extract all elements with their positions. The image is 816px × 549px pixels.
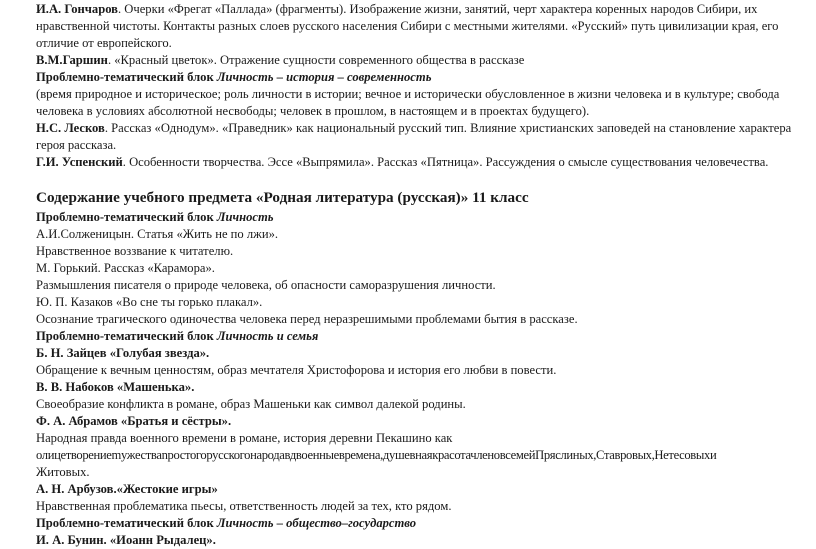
text-line: Размышления писателя о природе человека, об опасности саморазрушения личности.: [36, 278, 496, 292]
work-title: Б. Н. Зайцев «Голубая звезда».: [36, 346, 210, 360]
section-title: Содержание учебного предмета «Родная литература (русская)» 11 класс: [36, 189, 529, 206]
text-line: Нравственное воззвание к читателю.: [36, 244, 234, 258]
text-line: М. Горький. Рассказ «Карамора».: [36, 261, 215, 275]
block-label: Проблемно-тематический блок: [36, 329, 217, 343]
text-line: Житовых.: [36, 465, 90, 479]
text-line: Своеобразие конфликта в романе, образ Машеньки как символ далекой родины.: [36, 397, 466, 411]
text-line: [36, 154, 768, 171]
text-line: [36, 1, 757, 18]
work-title: И. А. Бунин. «Иоанн Рыдалец».: [36, 533, 216, 547]
line-text: . Рассказ «Однодум». «Праведник» как национальный русский тип. Влияние христианских заповедей на становление характера: [104, 121, 792, 135]
text-line: героя рассказа.: [36, 138, 117, 152]
text-line: Народная правда военного времени в романе, история деревни Пекашино как: [36, 431, 453, 445]
author-name: И.А. Гончаров: [36, 2, 118, 16]
author-name: Г.И. Успенский: [36, 155, 123, 169]
block-label: Проблемно-тематический блок: [36, 70, 217, 84]
line-text: . Особенности творчества. Эссе «Выпрямила». Рассказ «Пятница». Рассуждения о смысле существования человечества.: [122, 155, 769, 169]
work-title: Ф. А. Абрамов «Братья и сёстры».: [36, 414, 232, 428]
block-topic: Личность – история – современность: [216, 70, 432, 84]
text-line: [36, 120, 791, 137]
text-line: (время природное и историческое; роль личности в истории; вечное и исторически обусловленное в жизни человека и в культуре; свобода: [36, 87, 780, 101]
text-line: [36, 52, 524, 69]
work-title: В. В. Набоков «Машенька».: [36, 380, 195, 394]
block-heading: [36, 328, 318, 345]
work-title: А. Н. Арбузов.«Жестокие игры»: [36, 482, 218, 496]
text-line: Ю. П. Казаков «Во сне ты горько плакал».: [36, 295, 263, 309]
block-topic: Личность – общество–государство: [216, 516, 417, 530]
text-line: отличие от европейского.: [36, 36, 172, 50]
block-topic: Личность и семья: [216, 329, 319, 343]
text-line: Нравственная проблематика пьесы, ответственность людей за тех, кто рядом.: [36, 499, 452, 513]
line-text: . Очерки «Фрегат «Паллада» (фрагменты). Изображение жизни, занятий, черт характера коренных народов Сибири, их: [117, 2, 758, 16]
text-line: Обращение к вечным ценностям, образ мечтателя Христофорова и история его любви в повести.: [36, 363, 557, 377]
text-line: А.И.Солженицын. Статья «Жить не по лжи».: [36, 227, 279, 241]
block-heading: [36, 515, 416, 532]
text-line: нравственной чистоты. Контакты разных слоев русского населения Сибири с местными жителями. «Русский» путь цивилизации края, его: [36, 19, 779, 33]
line-text: . «Красный цветок». Отражение сущности современного общества в рассказе: [107, 53, 525, 67]
block-label: Проблемно-тематический блок: [36, 516, 217, 530]
text-line: Осознание трагического одиночества человека перед неразрешимыми проблемами бытия в рассказе.: [36, 312, 578, 326]
author-name: В.М.Гаршин: [36, 53, 108, 67]
block-heading: [36, 209, 274, 226]
text-line: олицетворениеmужестваnpостогорусскогонародавдвоенныевремена,душевнаякрасотачленовсемейПряслиных,Ставровых,Нетесовыхи: [36, 448, 717, 462]
author-name: Н.С. Лесков: [36, 121, 105, 135]
block-topic: Личность: [216, 210, 274, 224]
text-line: человека в условиях абсолютной несвободы; человек в прошлом, в настоящем и в проектах будущего).: [36, 104, 590, 118]
block-heading: [36, 69, 431, 86]
block-label: Проблемно-тематический блок: [36, 210, 217, 224]
